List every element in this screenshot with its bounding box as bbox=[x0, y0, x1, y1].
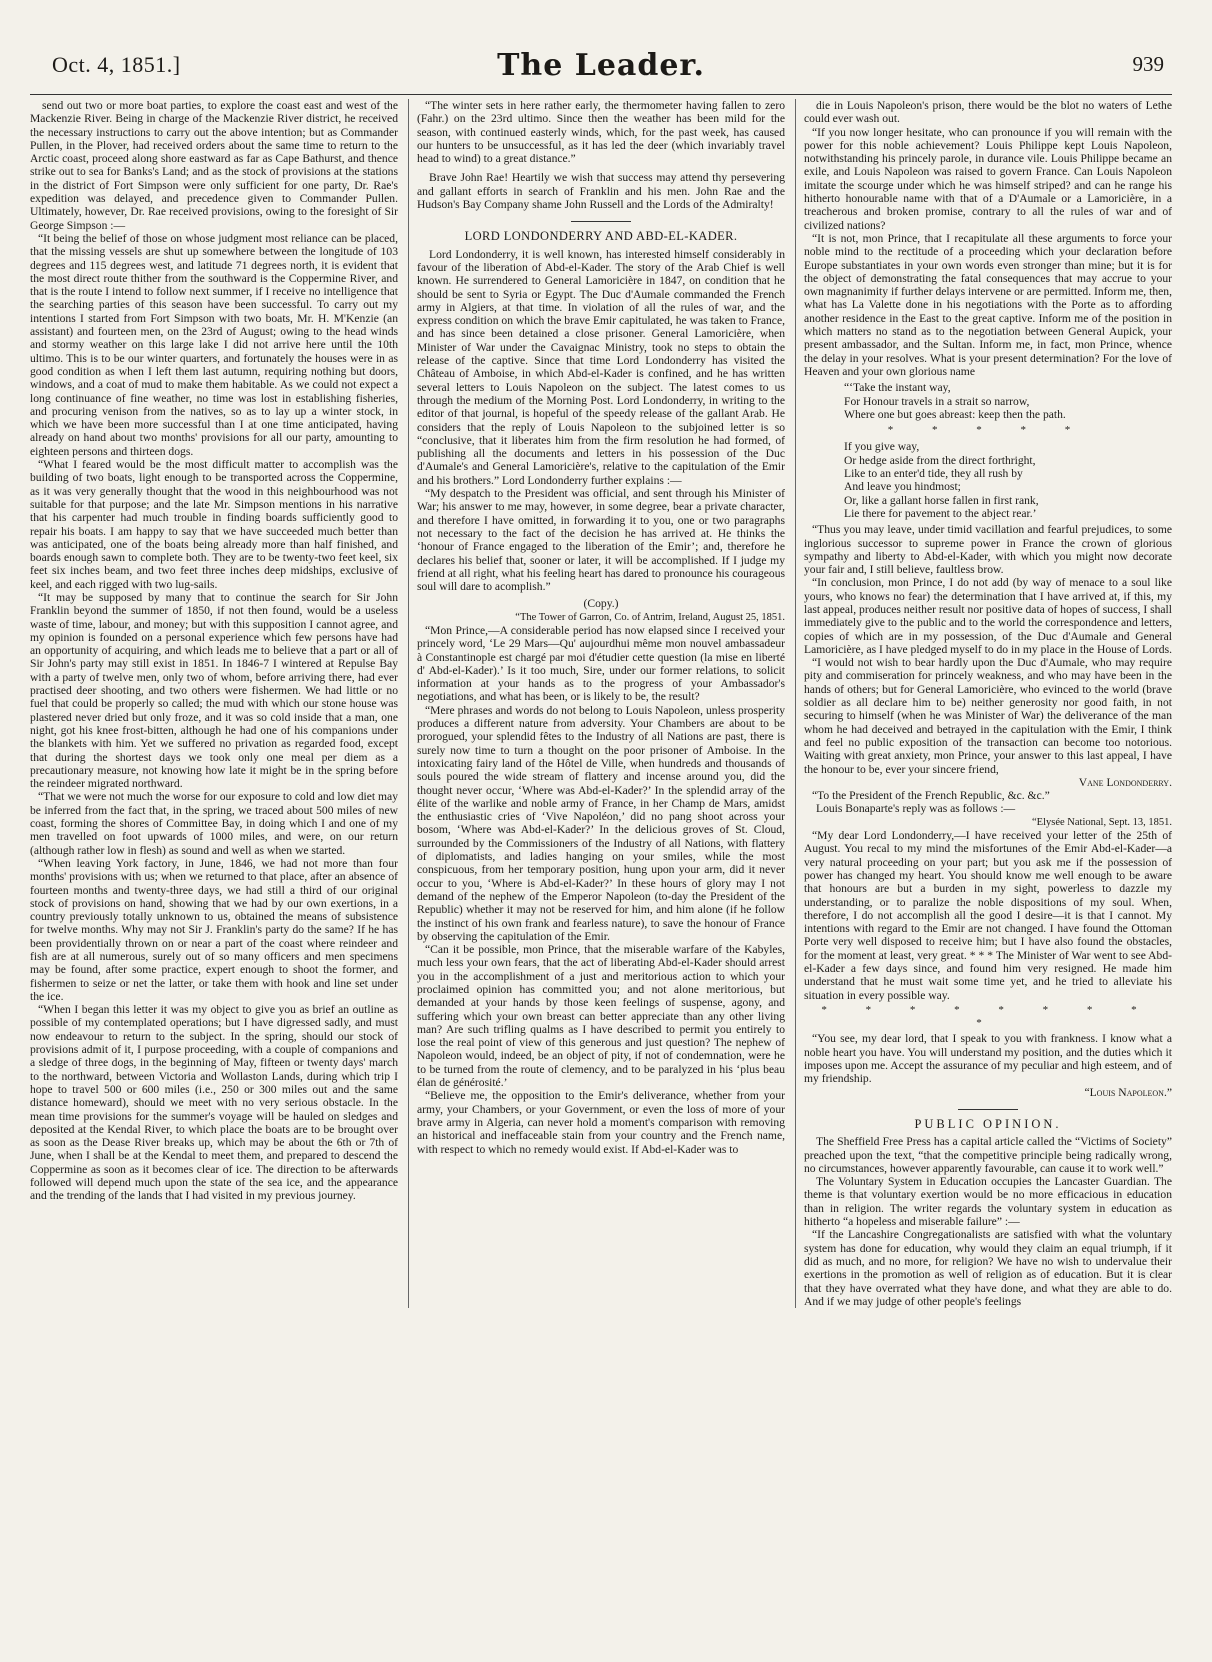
column-3 bbox=[795, 99, 1172, 1308]
paragraph: “My dear Lord Londonderry,—I have received your letter of the 25th of August. You recal to my mind the misfortunes of the Emir Abd-el-Kader—a very natural proceeding on your part; but you ask me if the possession of power has changed my heart. You should know me well enough to be aware that honours are but a burden in my sight, powerless to dazzle my understanding, or to paralize the noble dispositions of my soul. When, therefore, I do not accomplish all the good I desire—it is that I cannot. My intentions with regard to the Emir are not changed. I have found the Ottoman Porte very well disposed to receive him; but I have also found the obstacles, for the moment at least, very great. * * * The Minister of War went to see Abd-el-Kader a few days since, and found him very resigned. He made him understand that he must wait some time yet, and he tried to alleviate his situation in every possible way. bbox=[804, 829, 1172, 1002]
dateline: “The Tower of Garron, Co. of Antrim, Ireland, August 25, 1851. bbox=[515, 611, 785, 623]
signature: Vane Londonderry. bbox=[1078, 775, 1172, 789]
paragraph: Lord Londonderry, it is well known, has interested himself considerably in favour of the liberation of Abd-el-Kader. The story of the Arab Chief is well known. He surrendered to General Lamoricière in 1847, on condition that he should be sent to Syria or Egypt. The Duc d'Aumale commanded the French army in Algiers, at that time. In violation of all the rules of war, and the express condition on which the brave Emir capitulated, he was taken to France, and has since been detained a close prisoner. General Lamoricière, when Minister of War under the Cavaignac Ministry, took no steps to obtain the release of the captive. Since that time Lord Londonderry has visited the Château of Amboise, in which Abd-el-Kader is confined, and he has written several letters to Louis Napoleon on the subject. The latest comes to us through the medium of the Morning Post. Lord Londonderry, in writing to the editor of that journal, is hopeful of the speedy release of the gallant Arab. He considers that the reply of Louis Napoleon to the subjoined letter is so “conclusive, that it liberates him from the firm resolution he had formed, of publishing all the documents and letters in his possession of the Duc d'Aumale's and General Lamoricière's, relative to the capitulation of the Emir and his brothers.” Lord Londonderry further explains :— bbox=[417, 247, 785, 487]
verse-line: Like to an enter'd tide, they all rush by bbox=[844, 467, 1023, 481]
dateline: “Elysée National, Sept. 13, 1851. bbox=[1032, 816, 1172, 828]
paragraph: Brave John Rae! Heartily we wish that success may attend thy persevering and gallant efforts in search of Franklin and his men. John Rae and the Hudson's Bay Company shame John Russell and the Lords of the Admiralty! bbox=[417, 171, 785, 212]
paragraph: The Voluntary System in Education occupies the Lancaster Guardian. The theme is that voluntary exertion would be no more efficacious in education than in religion. The writer regards the voluntary system in education as hitherto “a hopeless and miserable failure” :— bbox=[804, 1175, 1172, 1229]
signature: “Louis Napoleon.” bbox=[1084, 1085, 1172, 1099]
issue-date: Oct. 4, 1851.] bbox=[52, 52, 181, 77]
paragraph: “To the President of the French Republic, &c. &c.” bbox=[812, 789, 1050, 803]
verse-line: For Honour travels in a strait so narrow, bbox=[844, 394, 1030, 408]
paragraph: “Mere phrases and words do not belong to Louis Napoleon, unless prosperity produces a different nature from adversity. Your Chambers are about to be prorogued, your splendid fêtes to the Industry of all Nations are past, there is surely now time to turn a thought on the poor prisoner of Amboise. In the intoxicating fairy land of the Hôtel de Ville, when hundreds and thousands of souls poured the wide stream of flattery and incense around you, did the thought never occur, ‘Where was Abd-el-Kader?’ In the splendid array of the élite of the warlike and noble army of France, in her Champ de Mars, amidst the enthusiastic cries of ‘Vive Napoléon,’ did no pang shoot across your bosom, ‘Where was Abd-el-Kader?’ In the delicious groves of St. Cloud, surrounded by the Commissioners of the Industry of all Nations, with flattery of diplomatists, and ladies hanging on your smiles, while the most conspicuous, from her temporary position, hung upon your arm, did it never occur to you, ‘Where is Abd-el-Kader?’ In these hours of glory may I not demand of the nephew of the Emperor Napoleon (to-day the President of the Republic) whether it may not be reserved for him, and him alone (if he follow the instinct of his own frank and fearless nature), to save the honour of France by observing the capitulation of the Emir. bbox=[417, 703, 785, 943]
paragraph: “Can it be possible, mon Prince, that the miserable warfare of the Kabyles, much less your own fears, that the act of liberating Abd-el-Kader should arrest you in the accomplishment of a just and meritorious action to which your proclaimed opinion has committed you; and not alone meritorious, but demanded at your hands by those keen feelings of suspense, agony, and suffering which your own breast can better appreciate than any other living man? Are such trifling qualms as I have described to permit you entirely to lose the real point of view of this generous and just question? The nephew of Napoleon would, indeed, be an object of pity, if not of condemnation, were he to be turned from the route of clemency, and to be paralyzed in his ‘plus beau élan de générosité.’ bbox=[417, 943, 785, 1090]
verse-block bbox=[844, 381, 1172, 421]
paragraph: Louis Bonaparte's reply was as follows :— bbox=[816, 802, 1016, 816]
paragraph: “If the Lancashire Congregationalists are satisfied with what the voluntary system has done for education, why would they claim an equal triumph, if it did as much, and no more, for religion? We have no wish to undervalue their exertions in the promotion as well of religion as of education. But it is clear that they have overrated what they have done, and what they are able to do. And if we may judge of other people's feelings bbox=[804, 1228, 1172, 1308]
paragraph: “When leaving York factory, in June, 1846, we had not more than four months' provisions with us; when we returned to that place, after an absence of fourteen months and twenty-three days, we had still a third of our original stock of provisions on hand, showing that we had by our own exertions, in a country previously totally unknown to us, obtained the means of subsistence for twelve months. Why may not Sir J. Franklin's party do the same? If he has been providentially thrown on or near a part of the coast where reindeer and fish are at all numerous, surely out of so many officers and men specimens may be found, after some practice, expert enough to shoot the former, and fishermen to seize or net the latter, or take them with hook and line set under the ice. bbox=[30, 856, 398, 1003]
column-1 bbox=[30, 99, 398, 1308]
newspaper-title: The Leader. bbox=[497, 48, 705, 83]
section-divider bbox=[958, 1109, 1018, 1110]
masthead bbox=[30, 48, 1172, 94]
paragraph: send out two or more boat parties, to explore the coast east and west of the Mackenzie River. Being in charge of the Mackenzie River district, he received the necessary instructions to carry out the above intention; but as Commander Pullen, in the Plover, had received orders about the same time to return to the Arctic coast, proceed along shore eastward as far as Cape Bathurst, and thence strike out to sea for Banks's Land; and as the stock of provisions at the stations in the district of Fort Simpson were only sufficient for one party, Dr. Rae's expedition was delayed, and precedence given to Commander Pullen. Ultimately, however, Dr. Rae received provisions, owing to the foresight of Sir George Simpson :— bbox=[30, 99, 398, 232]
verse-line: And leave you hindmost; bbox=[844, 480, 961, 494]
paragraph: “You see, my dear lord, that I speak to you with frankness. I know what a noble heart you have. You will understand my position, and the duties which it imposes upon me. Accept the assurance of my peculiar and high esteem, and of my friendship. bbox=[804, 1032, 1172, 1086]
paragraph: “Believe me, the opposition to the Emir's deliverance, whether from your army, your Chambers, or your Government, or even the loss of more of your brave army in Algeria, can never hold a moment's comparison with removing an historical and ineffaceable stain from your country and the French name, with respect to which no remedy would exist. If Abd-el-Kader was to bbox=[417, 1089, 785, 1156]
verse-line: Where one but goes abreast: keep then the path. bbox=[844, 407, 1066, 421]
verse-line: Lie there for pavement to the abject rear.’ bbox=[844, 506, 1037, 520]
section-heading: PUBLIC OPINION. bbox=[914, 1116, 1062, 1131]
paragraph: “The winter sets in here rather early, the thermometer having fallen to zero (Fahr.) on the 23rd ultimo. Since then the weather has been mild for the season, with continued easterly winds, which, for the past week, has caused our hunters to be unsuccessful, as it has led the deer (which invariably travel head to wind) to a great distance.” bbox=[417, 99, 785, 166]
paragraph: The Sheffield Free Press has a capital article called the “Victims of Society” preached upon the text, “that the competitive principle being radically wrong, no circumstances, however apparently favourable, can cause it to work well.” bbox=[804, 1135, 1172, 1175]
verse-line: Or, like a gallant horse fallen in first rank, bbox=[844, 493, 1039, 507]
column-2 bbox=[408, 99, 785, 1308]
paragraph: “My despatch to the President was official, and sent through his Minister of War; his answer to me may, however, in some degree, bear a private character, and therefore I have omitted, in forwarding it to you, one or two paragraphs not necessary to the fact of the decision he has arrived at. He thinks the ‘honour of France engaged to the liberation of the Emir’; and, therefore he declares his belief that, sooner or later, it will be accomplished. If I judge my friend at all right, what his feeling heart has dared to pronounce his courageous soul will dare to acomplish.” bbox=[417, 487, 785, 594]
paragraph: “It being the belief of those on whose judgment most reliance can be placed, that the missing vessels are shut up somewhere between the longitude of 103 degrees and 115 degrees west, and latitude 71 degrees north, it is evident that the most direct route thither from the southward is the Coppermine River, and that is the route I intend to follow next summer, if I receive no intelligence that the searching parties of this season have been successful. To carry out my intentions I started from Fort Simpson with two boats, Mr. H. M'Kenzie (an assistant) and fourteen men, on the 23rd of August; owing to the head winds and stormy weather on this large lake I did not arrive here until the 10th ultimo. This is to be our winter quarters, and fortunately the houses were in as good condition as when I left them last autumn, requiring nothing but doors, windows, and a coat of mud to make them habitable. As we could not expect a long continuance of fine weather, no time was lost in establishing fisheries, and procuring venison from the natives, so as to lay up a winter stock, in which we have been more successful than I at one time anticipated, having already on hand about two months' provisions for all our party, amounting to eighteen persons and thirteen dogs. bbox=[30, 231, 398, 458]
paragraph: die in Louis Napoleon's prison, there would be the blot no waters of Lethe could ever wash out. bbox=[804, 99, 1172, 126]
section-divider bbox=[571, 221, 631, 222]
ellipsis-stars: * * * * * * * * * bbox=[821, 1003, 1155, 1030]
verse-line: “‘Take the instant way, bbox=[844, 381, 951, 395]
paragraph: “When I began this letter it was my object to give you as brief an outline as possible of my contemplated operations; but I have digressed sadly, and must now endeavour to return to the subject. In the spring, should our stock of provisions admit of it, I purpose proceeding, with a couple of companions and a sledge of three dogs, in the beginning of May, fifteen or twenty days' march to the northward, between Victoria and Wollaston Lands, during which trip I hope to travel 500 or 600 miles (i.e., 250 or 300 miles out and the same distance homeward), should we meet with no very serious obstacle. In the mean time provisions for the summer's voyage will be hauled on sledges and deposited at the Kendal River, to which place the boats are to be brought over as soon as the Dease River breaks up, which may be about the 6th or 7th of June, when I shall be at the Kendal to meet them, and prepared to descend the Coppermine as soon as it becomes clear of ice. The direction to be afterwards followed will depend much upon the state of the sea ice, and the appearance and the trending of the lands that I had visited in my previous journey. bbox=[30, 1003, 398, 1203]
columns bbox=[30, 99, 1172, 1308]
paragraph: “Mon Prince,—A considerable period has now elapsed since I received your princely word, ‘Le 29 Mars—Qu' aujourdhui même mon nouvel ambassadeur à Constantinople est chargé par moi d'étudier cette question (la mise en liberté d' Abd-el-Kader).’ Is it too much, Sire, under our former relations, to solicit information at your hands as to the progress of your Ambassador's negotiations, and what has been, or is likely to be, the result? bbox=[417, 623, 785, 704]
verse-line: If you give way, bbox=[844, 440, 920, 454]
paragraph: “I would not wish to bear hardly upon the Duc d'Aumale, who may require pity and commiseration for princely weakness, and who may have been in the hands of others; but for General Lamoricière, who evinced to the world (brave soldier as all declare him to be) neither generosity nor good faith, in not securing to himself (when he was Minister of War) the deliverance of the man whom he had deceived and betrayed in the capitulation with the Emir, I think and feel no public exposition of the transaction can become too notorious. Waiting with great anxiety, mon Prince, your answer to this last appeal, I have the honour to be, ever your sincere friend, bbox=[804, 656, 1172, 776]
paragraph: “It may be supposed by many that to continue the search for Sir John Franklin beyond the summer of 1850, if not then found, would be a useless waste of time, labour, and money; but with this supposition I cannot agree, and my opinion is founded on a personal experience which few persons have had an opportunity of acquiring, and which leads me to believe that a part or all of Sir John's party may still exist in 1851. In 1846-7 I wintered at Repulse Bay with a party of twelve men, only two of whom, before arriving there, had ever practised deer shooting, and two others were fishermen. We had little or no fuel that could be properly so called; the mud with which our stone house was plastered never dried but only froze, and it was so cold inside that a man, one night, got his knee frost-bitten, although he had one of his companions under the blankets with him. Yet we suffered no privation as regarded food, except that during the shortest days we took only one meal per diem as a precautionary measure, not knowing how late it might be in the spring before the reindeer migrated northward. bbox=[30, 590, 398, 791]
masthead-rule bbox=[30, 94, 1172, 95]
paragraph: “That we were not much the worse for our exposure to cold and low diet may be inferred from the fact that, in the spring, we traced about 500 miles of new coast, forming the shores of Committee Bay, in doing which I and one of my men travelled on foot upwards of 1000 miles, and were, on our return (although rather low in flesh) as sound and well as when we started. bbox=[30, 790, 398, 857]
page-number: 939 bbox=[1132, 52, 1164, 76]
verse-block bbox=[844, 440, 1172, 520]
copy-label: (Copy.) bbox=[583, 597, 619, 611]
ellipsis-stars: * * * * * bbox=[887, 424, 1089, 437]
paragraph: “Thus you may leave, under timid vacillation and fearful prejudices, to some inglorious successor to supreme power in France the crown of glorious sympathy and liberty to Abd-el-Kader, with which you might now decorate your fair and, I still believe, faultless brow. bbox=[804, 523, 1172, 577]
article-heading: LORD LONDONDERRY AND ABD-EL-KADER. bbox=[464, 229, 738, 244]
paragraph: “It is not, mon Prince, that I recapitulate all these arguments to force your noble mind to the rectitude of a proceeding which your declaration before Europe substantiates in your own words even stronger than mine; but it is for the object of demonstrating the fatal consequences that may accrue to your own magnanimity if further delays intervene or are permitted. Inform me, then, what has La Valette done in his negotiations with the Porte as to affording another residence in the East to the great captive. Inform me of the position in which matters no stand as to the negotiation between General Aupick, your present ambassador, and the Sultan. Inform me, in fact, mon Prince, whence the delay in your resolves. What is your present determination? For the love of Heaven and your own glorious name bbox=[804, 231, 1172, 378]
paragraph: “If you now longer hesitate, who can pronounce if you will remain with the power for this noble achievement? Louis Philippe kept Louis Napoleon, notwithstanding his princely parole, in durance vile. Louis Philippe became an exile, and Louis Napoleon was raised to govern France. Can Louis Napoleon imitate the scourge under which he was himself striped? and can he range his hitherto honourable name with that of a D'Aumale or a Lamoricière, in a treacherous and broken promise, contrary to all the rules of war and of civilized nations? bbox=[804, 125, 1172, 232]
paragraph: “What I feared would be the most difficult matter to accomplish was the building of two boats, light enough to be transported across the Coppermine, as it was very generally thought that the wood in this neighbourhood was not suitable for that purpose; and the late Mr. Simpson mentions in his narrative that his carpenter had much trouble in finding boards sufficiently good to repair his boats. I am happy to say that we have succeeded much better than was anticipated, one of the boats being already more than half finished, and boards enough sawn to complete both. They are to be twenty-two feet keel, six feet six inches beam, and two feet three inches deep midships, exclusive of keel, and each rigged with two lug-sails. bbox=[30, 458, 398, 591]
paragraph: “In conclusion, mon Prince, I do not add (by way of menace to a soul like yours, who knows no fear) the determination that I have arrived at, if this, my last appeal, produces neither result nor positive data of hopes of success, I shall immediately give to the public and to the world the correspondence and letters, copies of which are in my possession, of the Duc d'Aumale and General Lamoricière, as I have pledged myself to do in my place in the House of Lords. bbox=[804, 576, 1172, 656]
verse-line: Or hedge aside from the direct forthright, bbox=[844, 453, 1036, 467]
